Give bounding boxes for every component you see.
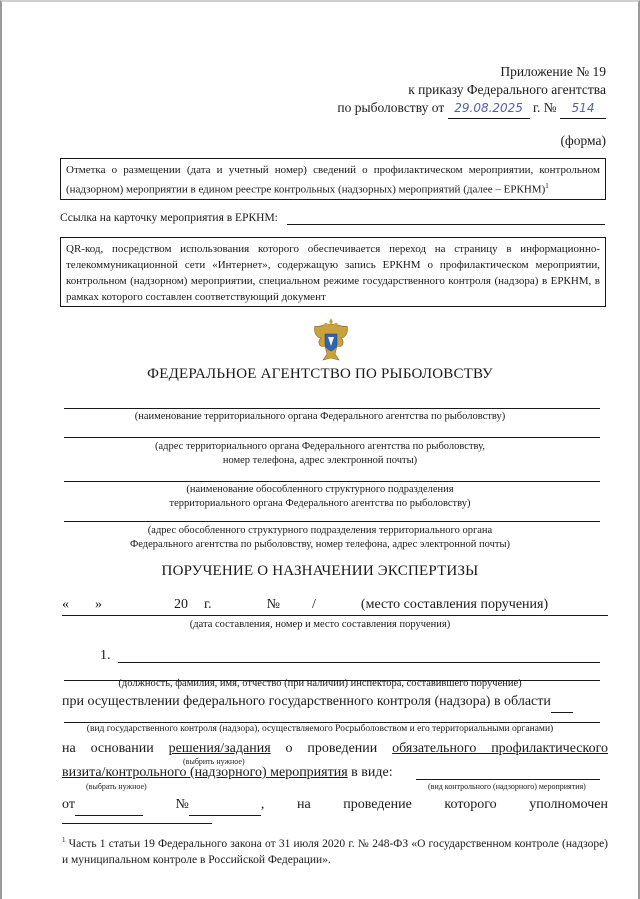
card-link-line [287, 224, 605, 225]
division-name-caption-1: (наименование обособленного структурного подразделения [186, 484, 454, 495]
comma: , [260, 797, 265, 812]
footnote-ref: 1 [545, 182, 549, 190]
agency-name: ФЕДЕРАЛЬНОЕ АГЕНТСТВО ПО РЫБОЛОВСТВУ [147, 366, 493, 382]
order-reference: к приказу Федерального агентства [408, 82, 606, 97]
erknm-placement-box [60, 158, 606, 200]
order-date-line [166, 98, 606, 119]
year-suffix: г. [204, 597, 212, 612]
kind-field-line[interactable] [416, 779, 600, 780]
date-line-rule [62, 615, 608, 616]
day-field[interactable] [69, 595, 95, 616]
number-field[interactable] [280, 595, 312, 616]
basis-prefix: на основании [62, 741, 154, 756]
basis-choice: решения/задания [168, 741, 271, 756]
number-label: № [266, 597, 281, 612]
from-label: от [62, 797, 75, 812]
year-field[interactable] [188, 595, 204, 616]
which-label: которого [444, 797, 497, 812]
control-line[interactable] [64, 722, 600, 723]
visit-line [62, 763, 393, 783]
on-label: на [296, 797, 311, 812]
territorial-address-caption-1: (адрес территориального органа Федерального агентства по рыболовству, [155, 441, 485, 452]
control-field[interactable] [551, 692, 573, 713]
footnote-separator [62, 823, 212, 824]
from-line [62, 795, 608, 816]
from-number-field[interactable] [189, 795, 261, 816]
erknm-placement-text: Отметка о размещении (дата и учетный номер) сведений о профилактическом мероприятии, контрольном (надзорном) мероприятии в едином реестре контрольных (надзорных) мероприятий (далее – ЕРКНМ) [66, 164, 600, 196]
conduct-label: проведение [343, 797, 412, 812]
quote-open: « [62, 597, 69, 612]
footnote-mark: 1 [62, 836, 66, 844]
control-caption: (вид государственного контроля (надзора), осуществляемого Росрыболовством и его территориальными органами) [86, 724, 554, 734]
order-number-label: г. № [532, 100, 557, 115]
date-caption: (дата составления, номер и место составления поручения) [189, 619, 451, 630]
item-line-1[interactable] [118, 662, 600, 663]
inspector-caption: (должность, фамилия, имя, отчество (при наличии) инспектора, составившего поручение) [118, 678, 522, 689]
order-date-value: 29.08.2025 [448, 98, 530, 119]
control-text-label: при осуществлении федерального государственного контроля (надзора) в области [62, 694, 551, 709]
no-label: № [175, 797, 189, 812]
document-title: ПОРУЧЕНИЕ О НАЗНАЧЕНИИ ЭКСПЕРТИЗЫ [161, 563, 479, 579]
control-text [62, 692, 573, 713]
from-date-field[interactable] [75, 795, 143, 816]
division-address-line [64, 521, 600, 522]
date-number-line [62, 595, 608, 615]
month-field[interactable] [102, 595, 174, 616]
form-label: (форма) [560, 133, 606, 148]
number-slash: / [312, 597, 316, 612]
footnote [62, 832, 608, 868]
card-link-label: Ссылка на карточку мероприятия в ЕРКНМ: [60, 212, 278, 224]
territorial-name-line [64, 408, 600, 409]
division-name-caption-2: территориального органа Федерального агентства по рыболовству) [169, 498, 471, 509]
authorized-label: уполномочен [529, 797, 608, 812]
footnote-text: Часть 1 статьи 19 Федерального закона от 31 июля 2020 г. № 248-ФЗ «О государственном контроле (надзоре) и муниципальном контроле в Российской Федерации». [62, 837, 609, 866]
division-name-line [64, 481, 600, 482]
division-address-caption-1: (адрес обособленного структурного подразделения территориального органа [147, 525, 493, 536]
territorial-address-caption-2: номер телефона, адрес электронной почты) [222, 455, 418, 466]
basis-choice-2: обязательного профилактического [392, 741, 608, 756]
item-number: 1. [100, 648, 111, 663]
quote-close: » [95, 597, 102, 612]
choose-hint: (выбрить нужное) [183, 757, 245, 766]
territorial-name-caption: (наименование территориального органа Федерального агентства по рыболовству) [134, 411, 506, 422]
kind-caption: (вид контрольного (надзорного) мероприятия) [428, 782, 586, 791]
number-suffix-field[interactable] [316, 595, 336, 616]
basis-mid: о проведении [285, 741, 378, 756]
qr-code-box [60, 237, 606, 307]
appendix-number: Приложение № 19 [500, 64, 606, 79]
russian-eagle-emblem-icon [309, 316, 353, 366]
visit-suffix: в виде: [351, 765, 393, 780]
year-prefix: 20 [174, 597, 188, 612]
order-number-value: 514 [560, 98, 606, 119]
basis-line [62, 739, 608, 759]
place-label: (место составления поручения) [360, 597, 549, 612]
choose-hint-2: (выбрать нужное) [86, 782, 147, 791]
order-date-prefix: по рыболовству от [337, 100, 445, 115]
visit-choice: визита/контрольного (надзорного) мероприятия [62, 765, 348, 780]
division-address-caption-2: Федерального агентства по рыболовству, номер телефона, адрес электронной почты) [129, 539, 511, 550]
territorial-address-line [64, 437, 600, 438]
qr-code-text: QR-код, посредством использования которого обеспечивается переход на страницу в информационно-телекоммуникационной сети «Интернет», содержащую запись ЕРКНМ о профилактическом мероприятии, контрольном (надзорном) мероприятии, специальном режиме государственного контроля (надзора) в ЕРКНМ, в рамках которого составлен соответствующий документ [66, 243, 600, 303]
